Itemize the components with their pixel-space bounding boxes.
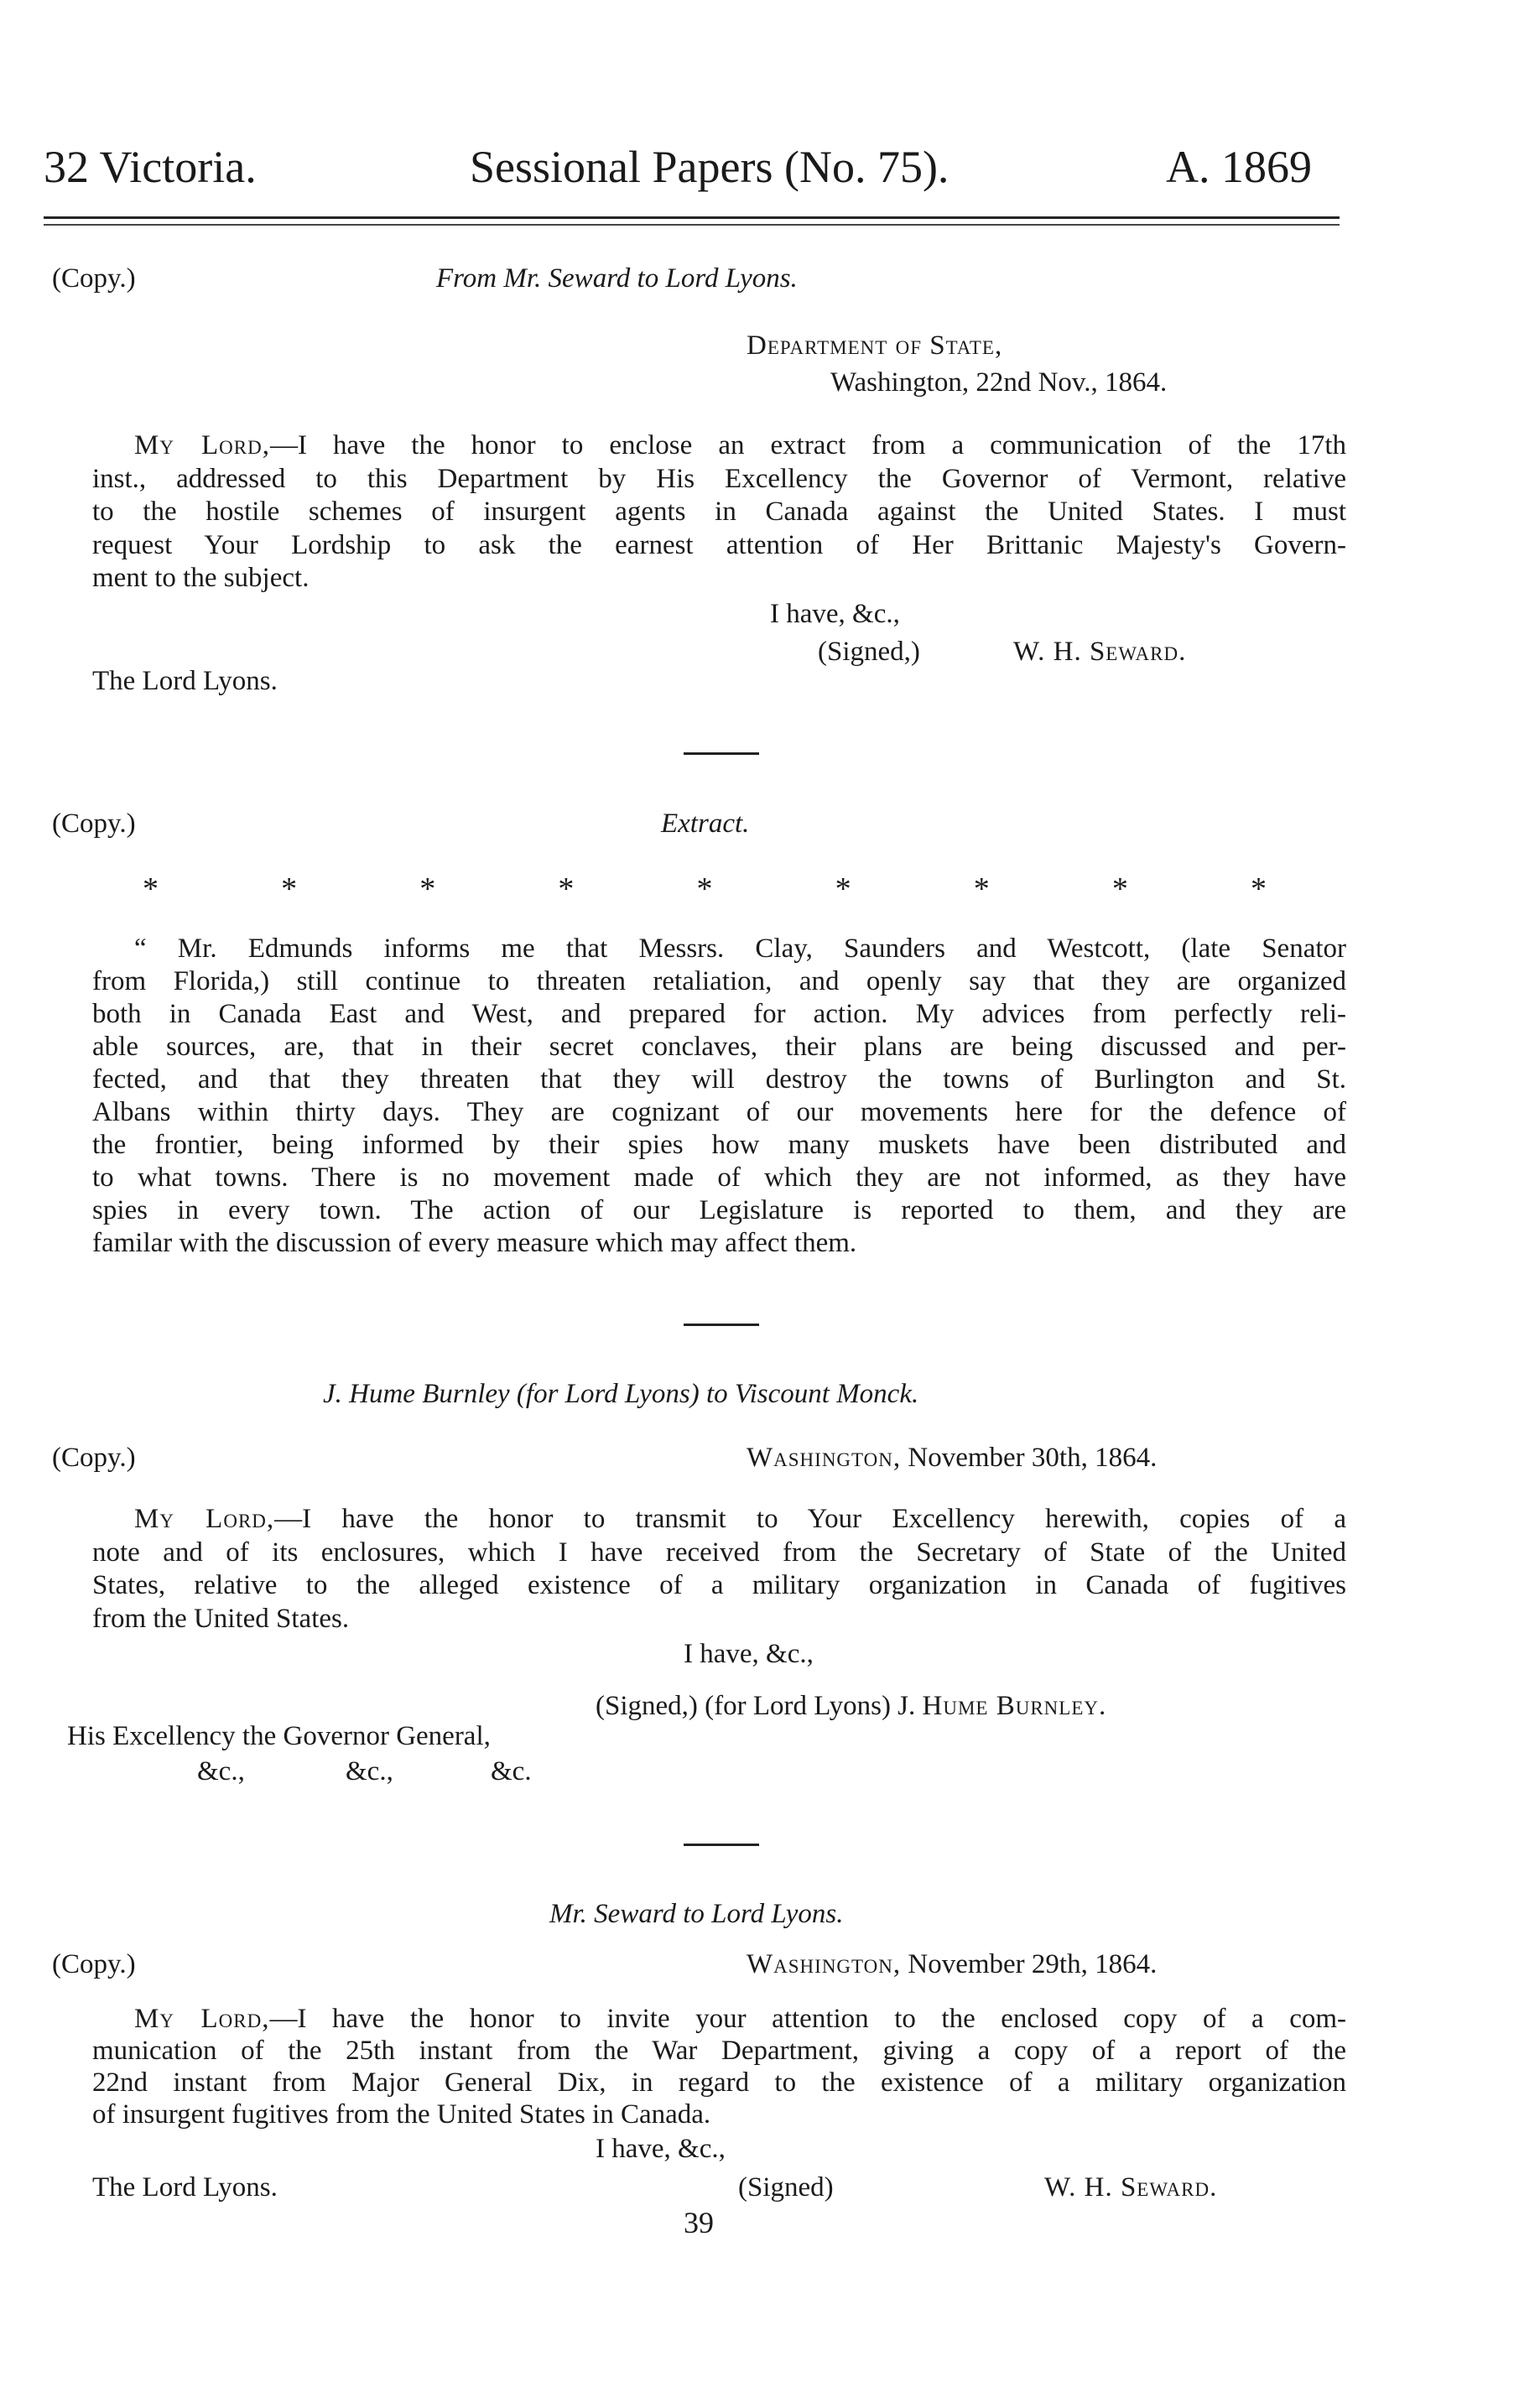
letter2-dateline <box>747 1441 1157 1475</box>
extract-stars <box>143 871 1267 908</box>
letter3-line-1-text: —I have the honor to invite your attention to the enclosed copy of a com- <box>269 2004 1346 2034</box>
letter2-place: Washington, <box>747 1443 902 1473</box>
letter3-line-3: 22nd instant from Major General Dix, in regard to the existence of a military organization <box>92 2067 1346 2098</box>
extract-line-2: from Florida,) still continue to threaten retaliation, and openly say that they are organized <box>92 966 1346 996</box>
letter1-address-line1: Department of State, <box>747 330 1003 361</box>
star: * <box>696 871 713 907</box>
letter3-addressee: The Lord Lyons. <box>92 2172 278 2203</box>
star: * <box>419 871 436 907</box>
letter3-place: Washington, <box>747 1949 902 1979</box>
letter3-date: November 29th, 1864. <box>908 1949 1158 1979</box>
header-right: A. 1869 <box>1166 142 1312 192</box>
star: * <box>558 871 575 907</box>
extract-line-4: able sources, are, that in their secret conclaves, their plans are being discussed and per- <box>92 1032 1346 1062</box>
star: * <box>143 871 159 907</box>
letter2-title: J. Hume Burnley (for Lord Lyons) to Viscount Monck. <box>323 1379 919 1409</box>
letter2-body <box>92 1503 1346 1636</box>
letter1-line-3: to the hostile schemes of insurgent agents in Canada against the United States. I must <box>92 497 1346 527</box>
letter3-dateline <box>747 1948 1157 1982</box>
letter2-addressee-line1: His Excellency the Governor General, <box>67 1721 491 1751</box>
letter2-signature <box>596 1689 1106 1724</box>
letter3-copy: (Copy.) <box>52 1949 136 1979</box>
letter3-salutation: My Lord, <box>134 2004 270 2034</box>
letter1-line-1 <box>92 429 1346 463</box>
extract-line-5: fected, and that they threaten that they will destroy the towns of Burlington and St. <box>92 1064 1346 1095</box>
letter3-line-4: of insurgent fugitives from the United States in Canada. <box>92 2099 711 2130</box>
letter1-copy: (Copy.) <box>52 263 136 294</box>
letter2-line-3: States, relative to the alleged existence of a military organization in Canada of fugitives <box>92 1570 1346 1600</box>
extract-line-1: “ Mr. Edmunds informs me that Messrs. Clay, Saunders and Westcott, (late Senator <box>134 934 1346 964</box>
extract-line-3: both in Canada East and West, and prepared for action. My advices from perfectly reli- <box>92 999 1346 1029</box>
letter1-signed: (Signed,) <box>818 637 920 667</box>
letter3-line-1 <box>92 2003 1346 2035</box>
star: * <box>973 871 990 907</box>
extract-line-10: familar with the discussion of every measure which may affect them. <box>92 1228 857 1258</box>
letter2-signed: (Signed,) (for Lord Lyons) J. <box>596 1691 916 1721</box>
extract-line-7: the frontier, being informed by their spies how many muskets have been distributed and <box>92 1130 1346 1160</box>
letter3-line-2: munication of the 25th instant from the War Department, giving a copy of a report of the <box>92 2036 1346 2066</box>
letter2-closing: I have, &c., <box>684 1639 814 1669</box>
letter1-address-line2: Washington, 22nd Nov., 1864. <box>830 367 1168 398</box>
extract-copy: (Copy.) <box>52 809 136 839</box>
letter2-salutation: My Lord, <box>134 1504 275 1534</box>
letter3-signed: (Signed) <box>738 2172 834 2203</box>
letter2-line-1 <box>92 1503 1346 1537</box>
letter2-line-2: note and of its enclosures, which I have received from the Secretary of State of the United <box>92 1537 1346 1568</box>
letter3-title: Mr. Seward to Lord Lyons. <box>549 1899 844 1929</box>
extract-title: Extract. <box>661 809 750 839</box>
header-rule <box>44 216 1340 226</box>
header-left: 32 Victoria. <box>44 142 257 192</box>
extract-line-8: to what towns. There is no movement made of which they are not informed, as they have <box>92 1162 1346 1193</box>
divider-2 <box>684 1324 759 1326</box>
letter1-body <box>92 429 1346 596</box>
divider-1 <box>684 752 759 755</box>
star: * <box>1111 871 1128 907</box>
letter1-closing: I have, &c., <box>770 599 900 629</box>
star: * <box>281 871 298 907</box>
letter1-title: From Mr. Seward to Lord Lyons. <box>436 263 798 294</box>
letter2-etc-3: &c. <box>491 1756 532 1786</box>
letter1-addressee: The Lord Lyons. <box>92 666 278 696</box>
extract-body <box>92 933 1346 1260</box>
letter2-date: November 30th, 1864. <box>908 1443 1158 1473</box>
letter2-signer: Hume Burnley. <box>922 1691 1107 1721</box>
letter1-line-4: request Your Lordship to ask the earnest attention of Her Brittanic Majesty's Govern- <box>92 529 1346 560</box>
letter1-salutation: My Lord, <box>134 430 270 460</box>
letter2-etc-1: &c., <box>197 1756 245 1786</box>
letter1-line-1-text: —I have the honor to enclose an extract from a communication of the 17th <box>269 430 1346 460</box>
star: * <box>1251 871 1267 907</box>
extract-line-6: Albans within thirty days. They are cognizant of our movements here for the defence of <box>92 1097 1346 1127</box>
extract-line-9: spies in every town. The action of our Legislature is reported to them, and they are <box>92 1195 1346 1225</box>
divider-3 <box>684 1844 759 1846</box>
letter1-signer: W. H. Seward. <box>1013 637 1187 667</box>
star: * <box>835 871 851 907</box>
page-number: 39 <box>684 2206 714 2239</box>
letter2-line-4: from the United States. <box>92 1603 350 1634</box>
letter3-closing: I have, &c., <box>596 2134 726 2164</box>
letter2-etc-2: &c., <box>346 1756 393 1786</box>
header-center: Sessional Papers (No. 75). <box>470 142 949 192</box>
letter3-signer: W. H. Seward. <box>1044 2172 1218 2203</box>
letter2-copy: (Copy.) <box>52 1443 136 1473</box>
letter1-line-2: inst., addressed to this Department by His Excellency the Governor of Vermont, relative <box>92 463 1346 494</box>
letter3-body <box>92 2003 1346 2130</box>
letter1-line-5: ment to the subject. <box>92 563 310 593</box>
letter2-line-1-text: —I have the honor to transmit to Your Excellency herewith, copies of a <box>274 1504 1346 1534</box>
